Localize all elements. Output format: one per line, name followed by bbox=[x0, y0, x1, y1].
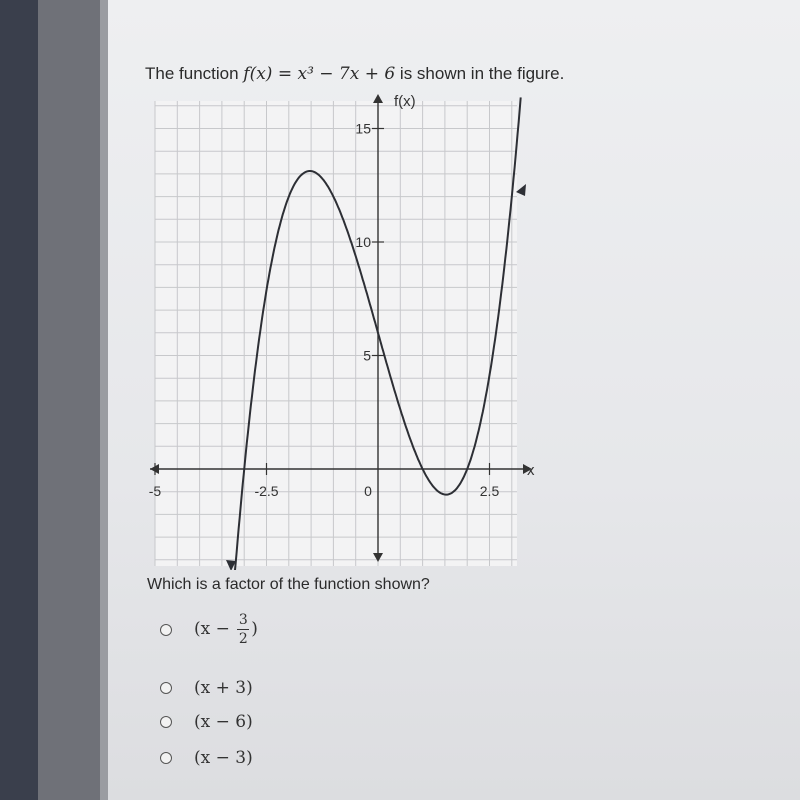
option-b[interactable] bbox=[160, 678, 253, 698]
y-axis-up-arrow bbox=[373, 94, 383, 103]
x-tick-label: 2.5 bbox=[479, 483, 500, 499]
y-tick-label: 10 bbox=[355, 234, 371, 250]
x-tick-label: -5 bbox=[148, 483, 162, 499]
curve-top-arrow bbox=[516, 184, 526, 196]
option-a[interactable] bbox=[160, 612, 258, 647]
option-a-text bbox=[194, 612, 258, 647]
graph-background bbox=[155, 101, 517, 566]
left-gray-strip bbox=[38, 0, 100, 800]
y-tick-label: 15 bbox=[355, 120, 371, 137]
option-c-text: (x − 6) bbox=[194, 712, 253, 732]
left-edge-strip bbox=[100, 0, 108, 800]
option-a-suffix: ) bbox=[251, 619, 258, 639]
x-tick-label: 0 bbox=[364, 483, 372, 499]
radio-button-d[interactable] bbox=[160, 752, 172, 764]
option-c[interactable] bbox=[160, 712, 253, 732]
fraction-three-halves bbox=[237, 612, 249, 647]
radio-button-a[interactable] bbox=[160, 624, 172, 636]
x-axis-label: x bbox=[527, 462, 535, 479]
y-tick-label: 5 bbox=[363, 347, 371, 364]
function-graph bbox=[140, 90, 540, 570]
option-d-text: (x − 3) bbox=[194, 748, 253, 768]
radio-button-b[interactable] bbox=[160, 682, 172, 694]
option-d[interactable] bbox=[160, 748, 253, 768]
left-dark-strip bbox=[0, 0, 38, 800]
question-text bbox=[145, 64, 564, 84]
radio-button-c[interactable] bbox=[160, 716, 172, 728]
fraction-denominator: 2 bbox=[238, 631, 248, 647]
question-suffix: is shown in the figure. bbox=[395, 64, 565, 83]
prompt-text: Which is a factor of the function shown? bbox=[147, 576, 430, 593]
option-a-prefix: (x − bbox=[194, 619, 236, 639]
x-tick-label: -2.5 bbox=[254, 483, 279, 499]
question-prefix: The function bbox=[145, 64, 244, 83]
function-formula: f(x) = x³ − 7x + 6 bbox=[243, 64, 396, 84]
y-axis-label: f(x) bbox=[394, 93, 416, 110]
fraction-numerator: 3 bbox=[238, 612, 248, 628]
option-b-text: (x + 3) bbox=[194, 678, 253, 698]
